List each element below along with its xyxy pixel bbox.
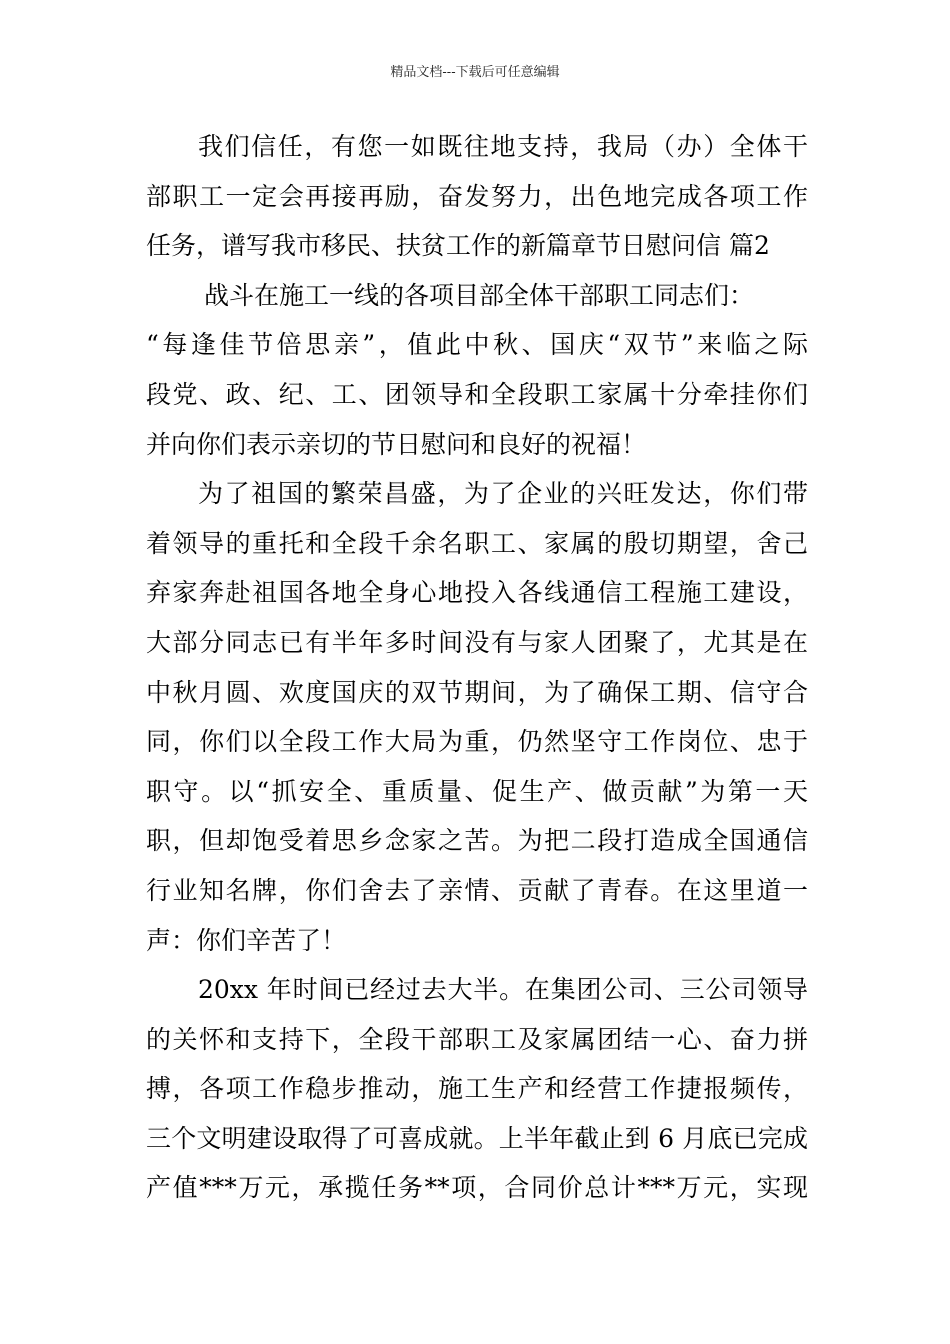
text-line: 行业知名牌，你们舍去了亲情、贡献了青春。在这里道一 — [146, 875, 808, 905]
text-line: “每逢佳节倍思亲”，值此中秋、国庆“双节”来临之际 — [146, 330, 808, 360]
text-line: 段党、政、纪、工、团领导和全段职工家属十分牵挂你们 — [146, 379, 808, 409]
text-line: 20xx 年时间已经过去大半。在集团公司、三公司领导 — [198, 975, 808, 1005]
text-line: 大部分同志已有半年多时间没有与家人团聚了，尤其是在 — [146, 627, 808, 657]
text-line: 产值***万元，承揽任务**项，合同价总计***万元，实现 — [146, 1173, 808, 1203]
text-line: 中秋月圆、欢度国庆的双节期间，为了确保工期、信守合 — [146, 677, 808, 707]
text-line: 职，但却饱受着思乡念家之苦。为把二段打造成全国通信 — [146, 826, 808, 856]
text-line: 同，你们以全段工作大局为重，仍然坚守工作岗位、忠于 — [146, 727, 808, 757]
text-line: 搏，各项工作稳步推动，施工生产和经营工作捷报频传， — [146, 1074, 808, 1104]
page-header: 精品文档---下载后可任意编辑 — [390, 65, 560, 80]
text-line: 的关怀和支持下，全段干部职工及家属团结一心、奋力拼 — [146, 1024, 808, 1054]
document-body — [146, 122, 808, 1213]
text-line: 弃家奔赴祖国各地全身心地投入各线通信工程施工建设， — [146, 578, 808, 608]
text-line: 着领导的重托和全段千余名职工、家属的殷切期望，舍己 — [146, 528, 808, 558]
text-line: 为了祖国的繁荣昌盛，为了企业的兴旺发达，你们带 — [198, 479, 808, 509]
text-line: 并向你们表示亲切的节日慰问和良好的祝福！ — [146, 429, 647, 459]
text-line: 声：你们辛苦了！ — [146, 925, 347, 955]
text-line: 任务，谱写我市移民、扶贫工作的新篇章节日慰问信 篇2 — [146, 231, 770, 261]
text-line: 部职工一定会再接再励，奋发努力，出色地完成各项工作 — [146, 181, 808, 211]
text-line: 战斗在施工一线的各项目部全体干部职工同志们： — [204, 280, 755, 310]
text-line: 三个文明建设取得了可喜成就。上半年截止到 6 月底已完成 — [146, 1123, 808, 1153]
text-line: 职守。以“抓安全、重质量、促生产、做贡献”为第一天 — [146, 776, 808, 806]
text-line: 我们信任，有您一如既往地支持，我局（办）全体干 — [198, 132, 808, 161]
